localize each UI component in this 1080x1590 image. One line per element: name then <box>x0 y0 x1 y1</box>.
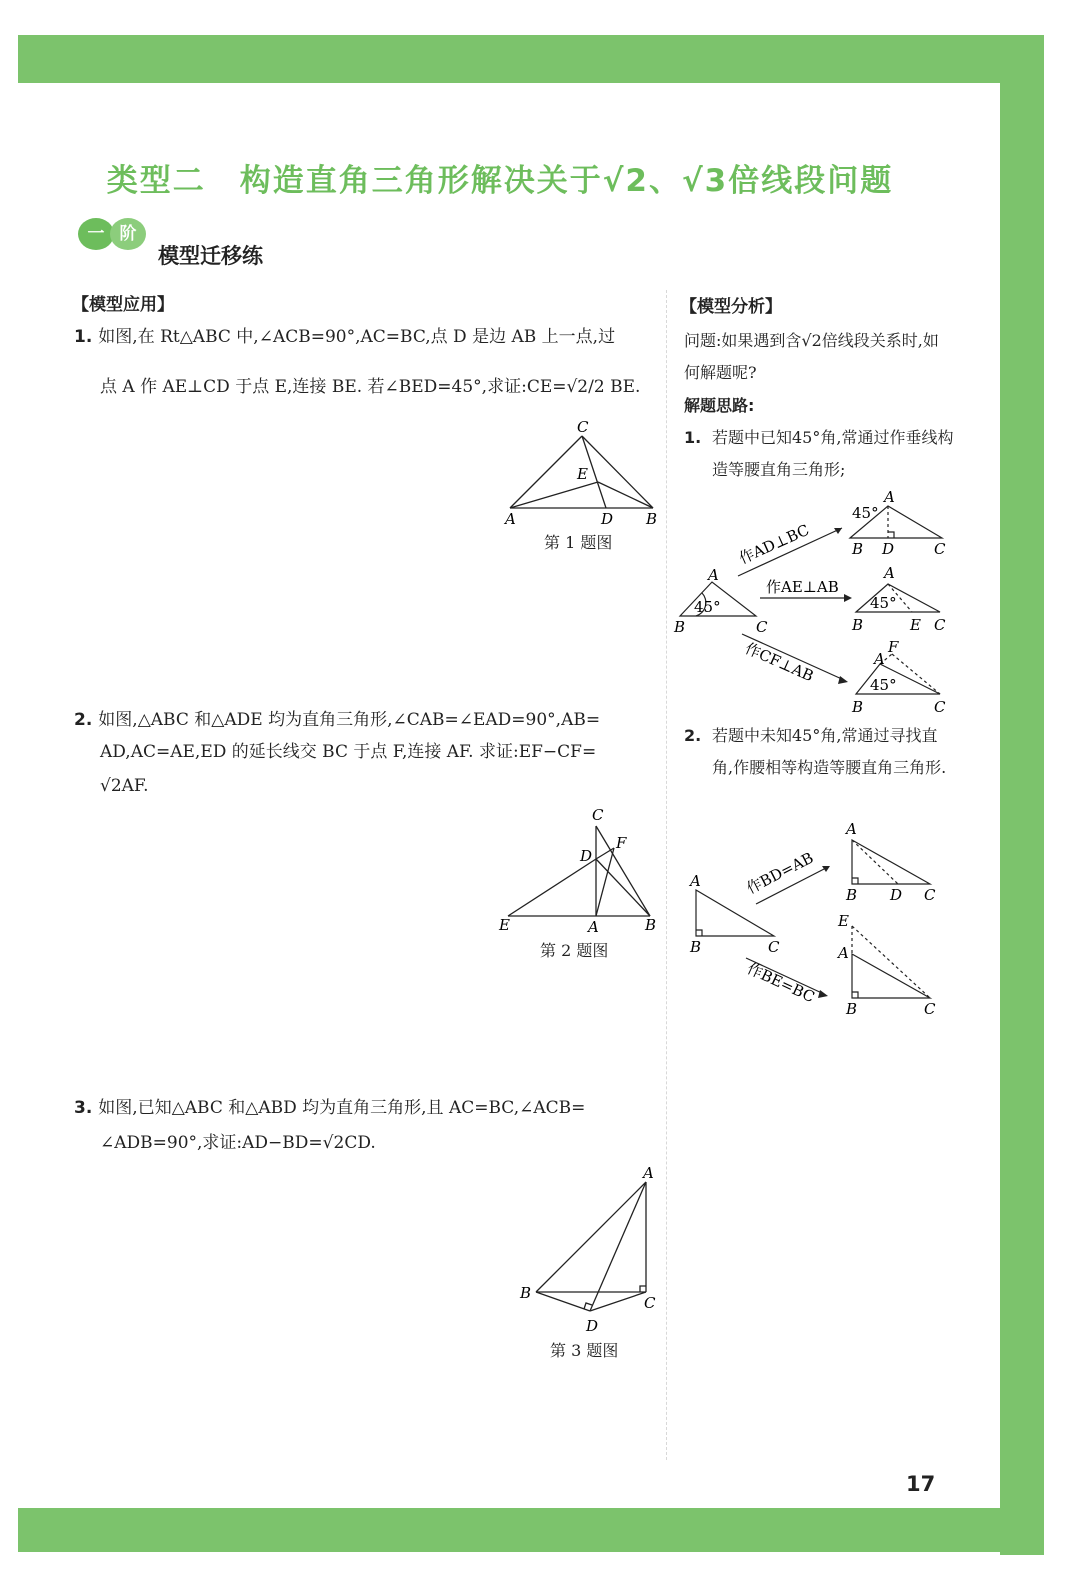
fig1-mid-c: C <box>934 616 946 634</box>
fig2-arrow-2-head <box>818 990 828 998</box>
fig2-top-a: A <box>846 820 857 838</box>
badge-left: 一 <box>78 218 114 250</box>
fig1-mid-e: E <box>910 616 921 634</box>
q1-label-c: C <box>577 418 589 436</box>
model-application-heading: 【模型应用】 <box>72 295 174 315</box>
q1-number: 1. <box>74 327 93 347</box>
fig2-base-c: C <box>768 938 780 956</box>
fig1-base-b: B <box>674 618 686 636</box>
q2-figure <box>496 804 666 936</box>
analysis-figure-2 <box>680 818 960 1024</box>
q1-label-b: B <box>646 510 658 528</box>
analysis-point1 <box>684 422 954 486</box>
model-analysis-heading: 【模型分析】 <box>680 297 782 317</box>
q3-label-d: D <box>586 1317 599 1335</box>
fig1-top-angle: 45° <box>852 504 879 522</box>
fig1-base-angle: 45° <box>694 598 721 616</box>
fig1-base-a: A <box>708 566 719 584</box>
q1-label-e: E <box>577 465 588 483</box>
q3-line-dc <box>590 1292 646 1311</box>
fig2-top-right-angle <box>852 878 858 884</box>
fig1-bot-angle: 45° <box>870 676 897 694</box>
fig2-label-bd-ab: 作BD=AB <box>743 848 817 898</box>
page-title <box>0 155 1000 200</box>
q3-text1: 如图,已知△ABC 和△ABD 均为直角三角形,且 AC=BC,∠ACB= <box>98 1098 586 1118</box>
point2-number: 2. <box>684 726 702 745</box>
fig2-base-a: A <box>690 872 701 890</box>
analysis-figure-1 <box>672 488 962 718</box>
section-title: 模型迁移练 <box>158 244 263 268</box>
top-right-angle <box>888 532 894 538</box>
q3-right-angle-c <box>640 1286 646 1292</box>
q1-line-bc <box>582 436 653 508</box>
fig1-label-cf-ab: 作CF⊥AB <box>742 639 817 686</box>
fig1-top-a: A <box>884 488 895 506</box>
q3-number: 3. <box>74 1098 93 1118</box>
fig1-base-c: C <box>756 618 768 636</box>
q2-label-b: B <box>645 916 657 934</box>
point2-text: 若题中未知45°角,常通过寻找直角,作腰相等构造等腰直角三角形. <box>712 726 947 777</box>
analysis-problem: 问题:如果遇到含√2倍线段关系时,如何解题呢? <box>684 331 939 382</box>
fig1-label-ad-bc: 作AD⊥BC <box>736 520 812 568</box>
analysis-approach: 解题思路: <box>684 396 755 415</box>
q2-line3: √2AF. <box>100 776 149 796</box>
arrow-3-head <box>838 676 848 684</box>
fig2-top-d: D <box>890 886 903 904</box>
page-frame-right <box>1000 35 1044 1555</box>
fig2-base-triangle <box>696 890 774 936</box>
fig2-label-be-bc: 作BE=BC <box>744 959 818 1007</box>
q1-label-a: A <box>505 510 516 528</box>
q3-line-ab <box>536 1182 646 1292</box>
q2-text1: 如图,△ABC 和△ADE 均为直角三角形,∠CAB=∠EAD=90°,AB= <box>98 710 601 730</box>
q2-label-d: D <box>580 847 593 865</box>
point1-number: 1. <box>684 428 702 447</box>
q3-label-c: C <box>644 1294 656 1312</box>
level-badge <box>78 218 148 250</box>
q3-label-b: B <box>520 1284 532 1302</box>
q1-figure <box>500 416 670 528</box>
badge-right: 阶 <box>110 218 146 250</box>
q3-line2: ∠ADB=90°,求证:AD−BD=√2CD. <box>100 1133 376 1153</box>
q3-label-a: A <box>643 1164 654 1182</box>
title-main: 构造直角三角形解决关于√2、√3倍线段问题 <box>239 163 894 199</box>
page-number: 17 <box>906 1472 936 1496</box>
fig2-bot-e: E <box>838 912 849 930</box>
fig2-top-b: B <box>846 886 858 904</box>
title-prefix: 类型二 <box>106 163 206 199</box>
q2-caption: 第 2 题图 <box>540 941 609 960</box>
q2-line-ed <box>508 859 596 916</box>
bottom-triangle <box>856 664 940 694</box>
fig2-base-b: B <box>690 938 702 956</box>
q3-figure <box>516 1160 666 1340</box>
q2-line1 <box>74 705 664 735</box>
q2-label-f: F <box>616 834 627 852</box>
fig1-bot-b: B <box>852 698 864 716</box>
fig1-top-c: C <box>934 540 946 558</box>
fig2-bottom-right-angle <box>852 992 858 998</box>
fig1-top-b: B <box>852 540 864 558</box>
page-frame-bottom <box>18 1508 1044 1552</box>
fig1-top-d: D <box>882 540 895 558</box>
q2-label-c: C <box>592 806 604 824</box>
fig2-base-right-angle <box>696 930 702 936</box>
q1-caption: 第 1 题图 <box>544 533 613 552</box>
mid-triangle <box>856 584 940 612</box>
fig2-top-c: C <box>924 886 936 904</box>
fig1-bot-a: A <box>874 650 885 668</box>
point1-text: 若题中已知45°角,常通过作垂线构造等腰直角三角形; <box>712 428 954 479</box>
arrow-2-head <box>844 594 852 602</box>
q1-line2: 点 A 作 AE⊥CD 于点 E,连接 BE. 若∠BED=45°,求证:CE=√2/2 BE. <box>100 377 641 397</box>
fig1-bot-c: C <box>934 698 946 716</box>
q2-line2: AD,AC=AE,ED 的延长线交 BC 于点 F,连接 AF. 求证:EF−CF= <box>100 742 597 762</box>
q3-line-bd <box>536 1292 590 1311</box>
q3-caption: 第 3 题图 <box>550 1341 619 1360</box>
fig1-mid-a: A <box>884 564 895 582</box>
q2-label-e: E <box>499 916 510 934</box>
fig2-bot-a: A <box>838 944 849 962</box>
fig2-bottom-dashed <box>852 926 930 998</box>
fig1-mid-angle: 45° <box>870 594 897 612</box>
fig2-bot-b: B <box>846 1000 858 1018</box>
q3-line1 <box>74 1093 664 1123</box>
fig1-label-ae-ab: 作AE⊥AB <box>766 578 839 596</box>
analysis-point2 <box>684 720 954 784</box>
fig2-bot-c: C <box>924 1000 936 1018</box>
q1-line1 <box>74 322 664 352</box>
fig1-mid-b: B <box>852 616 864 634</box>
page-frame-top <box>18 35 1044 83</box>
fig2-bottom-triangle <box>852 954 930 998</box>
q1-label-d: D <box>601 510 614 528</box>
q1-line-be <box>598 482 653 508</box>
q2-line-af <box>596 848 614 916</box>
q2-label-a: A <box>588 918 599 936</box>
fig1-bot-f: F <box>888 638 899 656</box>
q2-number: 2. <box>74 710 93 730</box>
q1-text1: 如图,在 Rt△ABC 中,∠ACB=90°,AC=BC,点 D 是边 AB 上一点,过 <box>98 327 616 347</box>
